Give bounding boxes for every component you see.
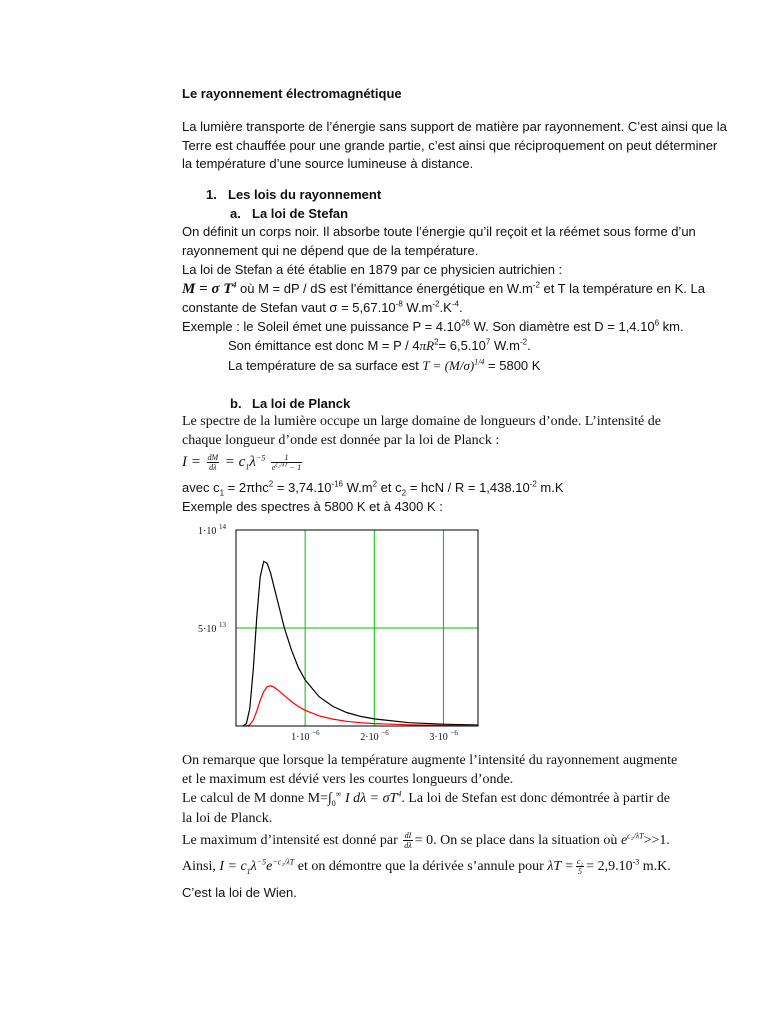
intro-line-2: Terre est chauffée pour une grande partie, c’est ainsi que réciproquement on peut déterminer	[182, 138, 718, 153]
x-tick-exp-2: −6	[381, 729, 389, 737]
stefan-constant-line: constante de Stefan vaut $\sigma = 5,67.10^{-8}$ $W.m^{-2}.K^{-4}$.	[182, 299, 463, 315]
section-number: 1.	[206, 187, 217, 202]
calc-line-2: la loi de Planck.	[182, 811, 273, 826]
x-tick-label-3: 3·10	[429, 732, 448, 743]
planck-line-2: chaque longueur d’onde est donnée par la loi de Planck :	[182, 433, 500, 448]
section-title: Les lois du rayonnement	[228, 187, 382, 202]
y-tick-label-2: 1·10	[198, 526, 217, 537]
spectra-caption: Exemple des spectres à 5800 K et à 4300 K :	[182, 499, 443, 514]
calc-line: Le calcul de M donne $M=\int_0^\infty$ I $d\lambda = \sigma T^4$. La loi de Stefan est donc démontrée à partir de	[182, 789, 670, 808]
planck-line-1: Le spectre de la lumière occupe un large domaine de longueurs d’onde. L’intensité de	[182, 414, 661, 429]
stefan-formula: M = σ T	[182, 281, 233, 297]
planck-constants-line: avec $c_1 = 2\pi hc^2 = 3,74.10^{-16}$ $W.m^2$ et $c_2$ = hcN / $R = 1,438.10^{-2}$ m.K	[182, 479, 564, 498]
intro-line-1: La lumière transporte de l’énergie sans support de matière par rayonnement. C’est ainsi que la	[182, 119, 727, 134]
stefan-example-line: Exemple : le Soleil émet une puissance $P = 4.10^{26}$ W. Son diamètre est $D = 1,4.10^6$ km.	[182, 318, 684, 334]
wien-line: Ainsi, $I = c_1\lambda^{-5}e^{-c_2/\lambda T}$ et on démontre que la dérivée s’annule pour λT = $\frac{\text{c₂}}{5}$ = $2,9.10^{-3}$ m.K.	[182, 857, 671, 877]
series-line-5800K	[243, 561, 478, 726]
maximum-line: Le maximum d’intensité est donné par $\frac{dI}{d\lambda}$ = 0. On se place dans la situation où $e^{c_2/\lambda T}>>1$.	[182, 831, 670, 851]
x-tick-label-2: 2·10	[360, 732, 379, 743]
y-tick-exp-1: 13	[219, 621, 226, 629]
conclusion-line-2: et le maximum est dévié vers les courtes longueurs d’onde.	[182, 772, 514, 787]
subsection-title-stefan: La loi de Stefan	[252, 206, 349, 221]
conclusion-line-1: On remarque que lorsque la température augmente l’intensité du rayonnement augmente	[182, 753, 678, 768]
y-tick-exp-2: 14	[219, 523, 226, 531]
stefan-formula-line: M = σ $T^4$ où M = dP / dS est l’émittance énergétique en $W.m^{-2}$ et T la température en K. La	[182, 280, 705, 297]
x-tick-exp-3: −6	[450, 729, 458, 737]
stefan-line-3: La loi de Stefan a été établie en 1879 par ce physicien autrichien :	[182, 262, 563, 277]
document-title: Le rayonnement électromagnétique	[182, 86, 402, 101]
subsection-letter-a: a.	[230, 206, 241, 221]
stefan-line-1: On définit un corps noir. Il absorbe toute l’énergie qu’il reçoit et la réémet sous forme d’un	[182, 224, 696, 239]
spectrum-chart	[190, 520, 490, 750]
x-tick-label-1: 1·10	[291, 732, 310, 743]
subsection-letter-b: b.	[230, 396, 242, 411]
stefan-line-2: rayonnement qui ne dépend que de la température.	[182, 243, 479, 258]
subsection-title-planck: La loi de Planck	[252, 396, 351, 411]
stefan-temperature-line: La température de sa surface est $T = (M/\sigma)^{1/4} = 5800$ K	[228, 357, 541, 373]
series-line-4300K	[243, 686, 478, 726]
wien-line-2: C’est la loi de Wien.	[182, 885, 297, 900]
stefan-emittance-line: Son émittance est donc $M = P / 4\pi R^2= 6,5.10^7$ $W.m^{-2}$.	[228, 337, 531, 353]
x-tick-exp-1: −6	[312, 729, 320, 737]
intro-line-3: la température d’une source lumineuse à distance.	[182, 156, 474, 171]
y-tick-label-1: 5·10	[198, 624, 217, 635]
planck-formula: I = $\frac{dM}{d\lambda}$ = $c_1\lambda^{-5}$ $\frac{1}{e^{c_2/\lambda T} - 1}$	[182, 453, 302, 473]
